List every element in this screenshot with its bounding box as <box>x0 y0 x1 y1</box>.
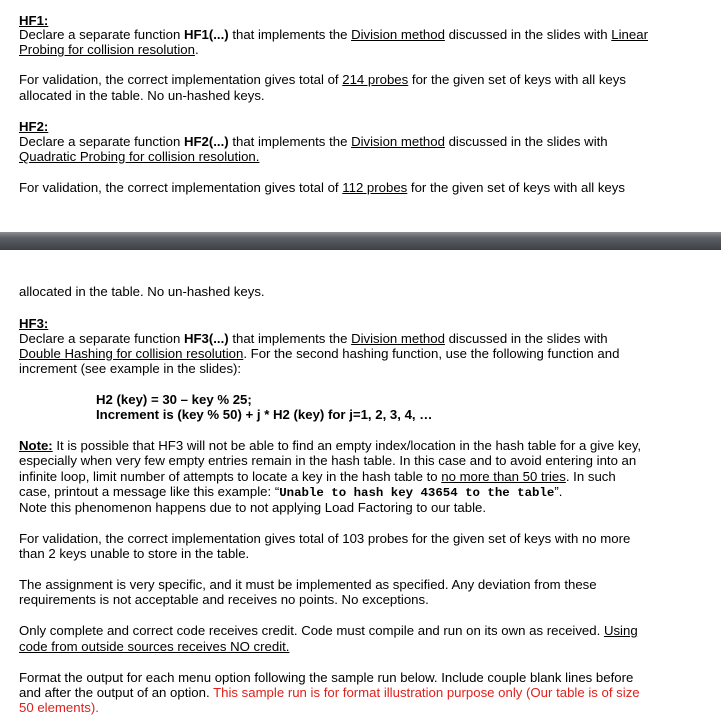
hf2-validation-line-2: allocated in the table. No un-hashed keys. <box>19 284 265 299</box>
page-break-divider <box>0 232 721 250</box>
division-method-link[interactable]: Division method <box>351 331 445 346</box>
hf2-heading: HF2: <box>19 119 49 134</box>
hf3-description-line-2: Double Hashing for collision resolution. For the second hashing function, use the following function and <box>19 346 620 361</box>
assignment-line-1: The assignment is very specific, and it must be implemented as specified. Any deviation from these <box>19 577 597 592</box>
document-page-1 <box>0 0 721 232</box>
hf2-function-name: HF2(...) <box>183 134 229 149</box>
format-line-2: and after the output of an option. This sample run is for format illustration purpose only (Our table is of size <box>19 685 640 700</box>
hf1-description-line-2: Probing for collision resolution. <box>19 42 199 57</box>
format-line-3: 50 elements). <box>19 700 99 715</box>
outside-sources-link-cont[interactable]: code from outside sources receives NO credit. <box>19 639 290 654</box>
attempt-limit: no more than 50 tries <box>441 469 566 484</box>
note-line-4: case, printout a message like this example: “Unable to hash key 43654 to the table”. <box>19 484 563 500</box>
linear-probing-link[interactable]: Linear <box>611 27 648 42</box>
hf3-heading: HF3: <box>19 316 49 331</box>
double-hashing-link[interactable]: Double Hashing for collision resolution <box>19 346 244 361</box>
division-method-link[interactable]: Division method <box>351 134 445 149</box>
note-label: Note: <box>19 438 53 453</box>
hf1-validation-line-2: allocated in the table. No un-hashed keys. <box>19 88 265 103</box>
assignment-line-2: requirements is not acceptable and receives no points. No exceptions. <box>19 592 429 607</box>
hf3-validation-line-2: than 2 keys unable to store in the table. <box>19 546 250 561</box>
linear-probing-link-cont[interactable]: Probing for collision resolution <box>19 42 195 57</box>
hf3-description-line-1: Declare a separate function HF3(...) that implements the Division method discussed in the slides with <box>19 331 608 346</box>
hf3-function-name: HF3(...) <box>183 331 229 346</box>
hf2-validation-line-1: For validation, the correct implementation gives total of 112 probes for the given set of keys with all keys <box>19 180 625 195</box>
increment-formula: Increment is (key % 50) + j * H2 (key) for j=1, 2, 3, 4, … <box>96 407 433 422</box>
hf3-description-line-3: increment (see example in the slides): <box>19 361 242 376</box>
hf2-description-line-2 <box>19 149 259 164</box>
hf1-description-line-1: Declare a separate function HF1(...) that implements the Division method discussed in the slides with Linear <box>19 27 648 42</box>
hf1-heading: HF1: <box>19 13 49 28</box>
credit-line-2 <box>19 639 289 654</box>
note-line-1: Note: It is possible that HF3 will not be able to find an empty index/location in the hash table for a give key, <box>19 438 642 453</box>
division-method-link[interactable]: Division method <box>351 27 445 42</box>
note-line-2: especially when very few empty entries remain in the hash table. In this case and to avoid entering into an <box>19 453 637 468</box>
note-line-3: infinite loop, limit number of attempts to locate a key in the hash table to no more than 50 tries. In such <box>19 469 616 484</box>
hf2-probes-count: 112 probes <box>342 180 408 195</box>
error-message-example: Unable to hash key 43654 to the table <box>279 486 555 500</box>
outside-sources-link[interactable]: Using <box>603 623 638 638</box>
format-note-red: This sample run is for format illustration purpose only (Our table is of size <box>213 685 640 700</box>
h2-formula: H2 (key) = 30 – key % 25; <box>96 392 252 407</box>
quadratic-probing-link[interactable]: Quadratic Probing for collision resolution. <box>19 149 260 164</box>
credit-line-1: Only complete and correct code receives credit. Code must compile and run on its own as received. Using <box>19 623 638 638</box>
hf3-validation-line-1: For validation, the correct implementation gives total of 103 probes for the given set of keys with no more <box>19 531 631 546</box>
hf1-validation-line-1: For validation, the correct implementation gives total of 214 probes for the given set of keys with all keys <box>19 72 626 87</box>
format-line-1: Format the output for each menu option following the sample run below. Include couple blank lines before <box>19 670 634 685</box>
note-line-5: Note this phenomenon happens due to not applying Load Factoring to our table. <box>19 500 487 515</box>
hf1-probes-count: 214 probes <box>342 72 409 87</box>
hf2-description-line-1: Declare a separate function HF2(...) that implements the Division method discussed in the slides with <box>19 134 608 149</box>
hf1-function-name: HF1(...) <box>183 27 229 42</box>
